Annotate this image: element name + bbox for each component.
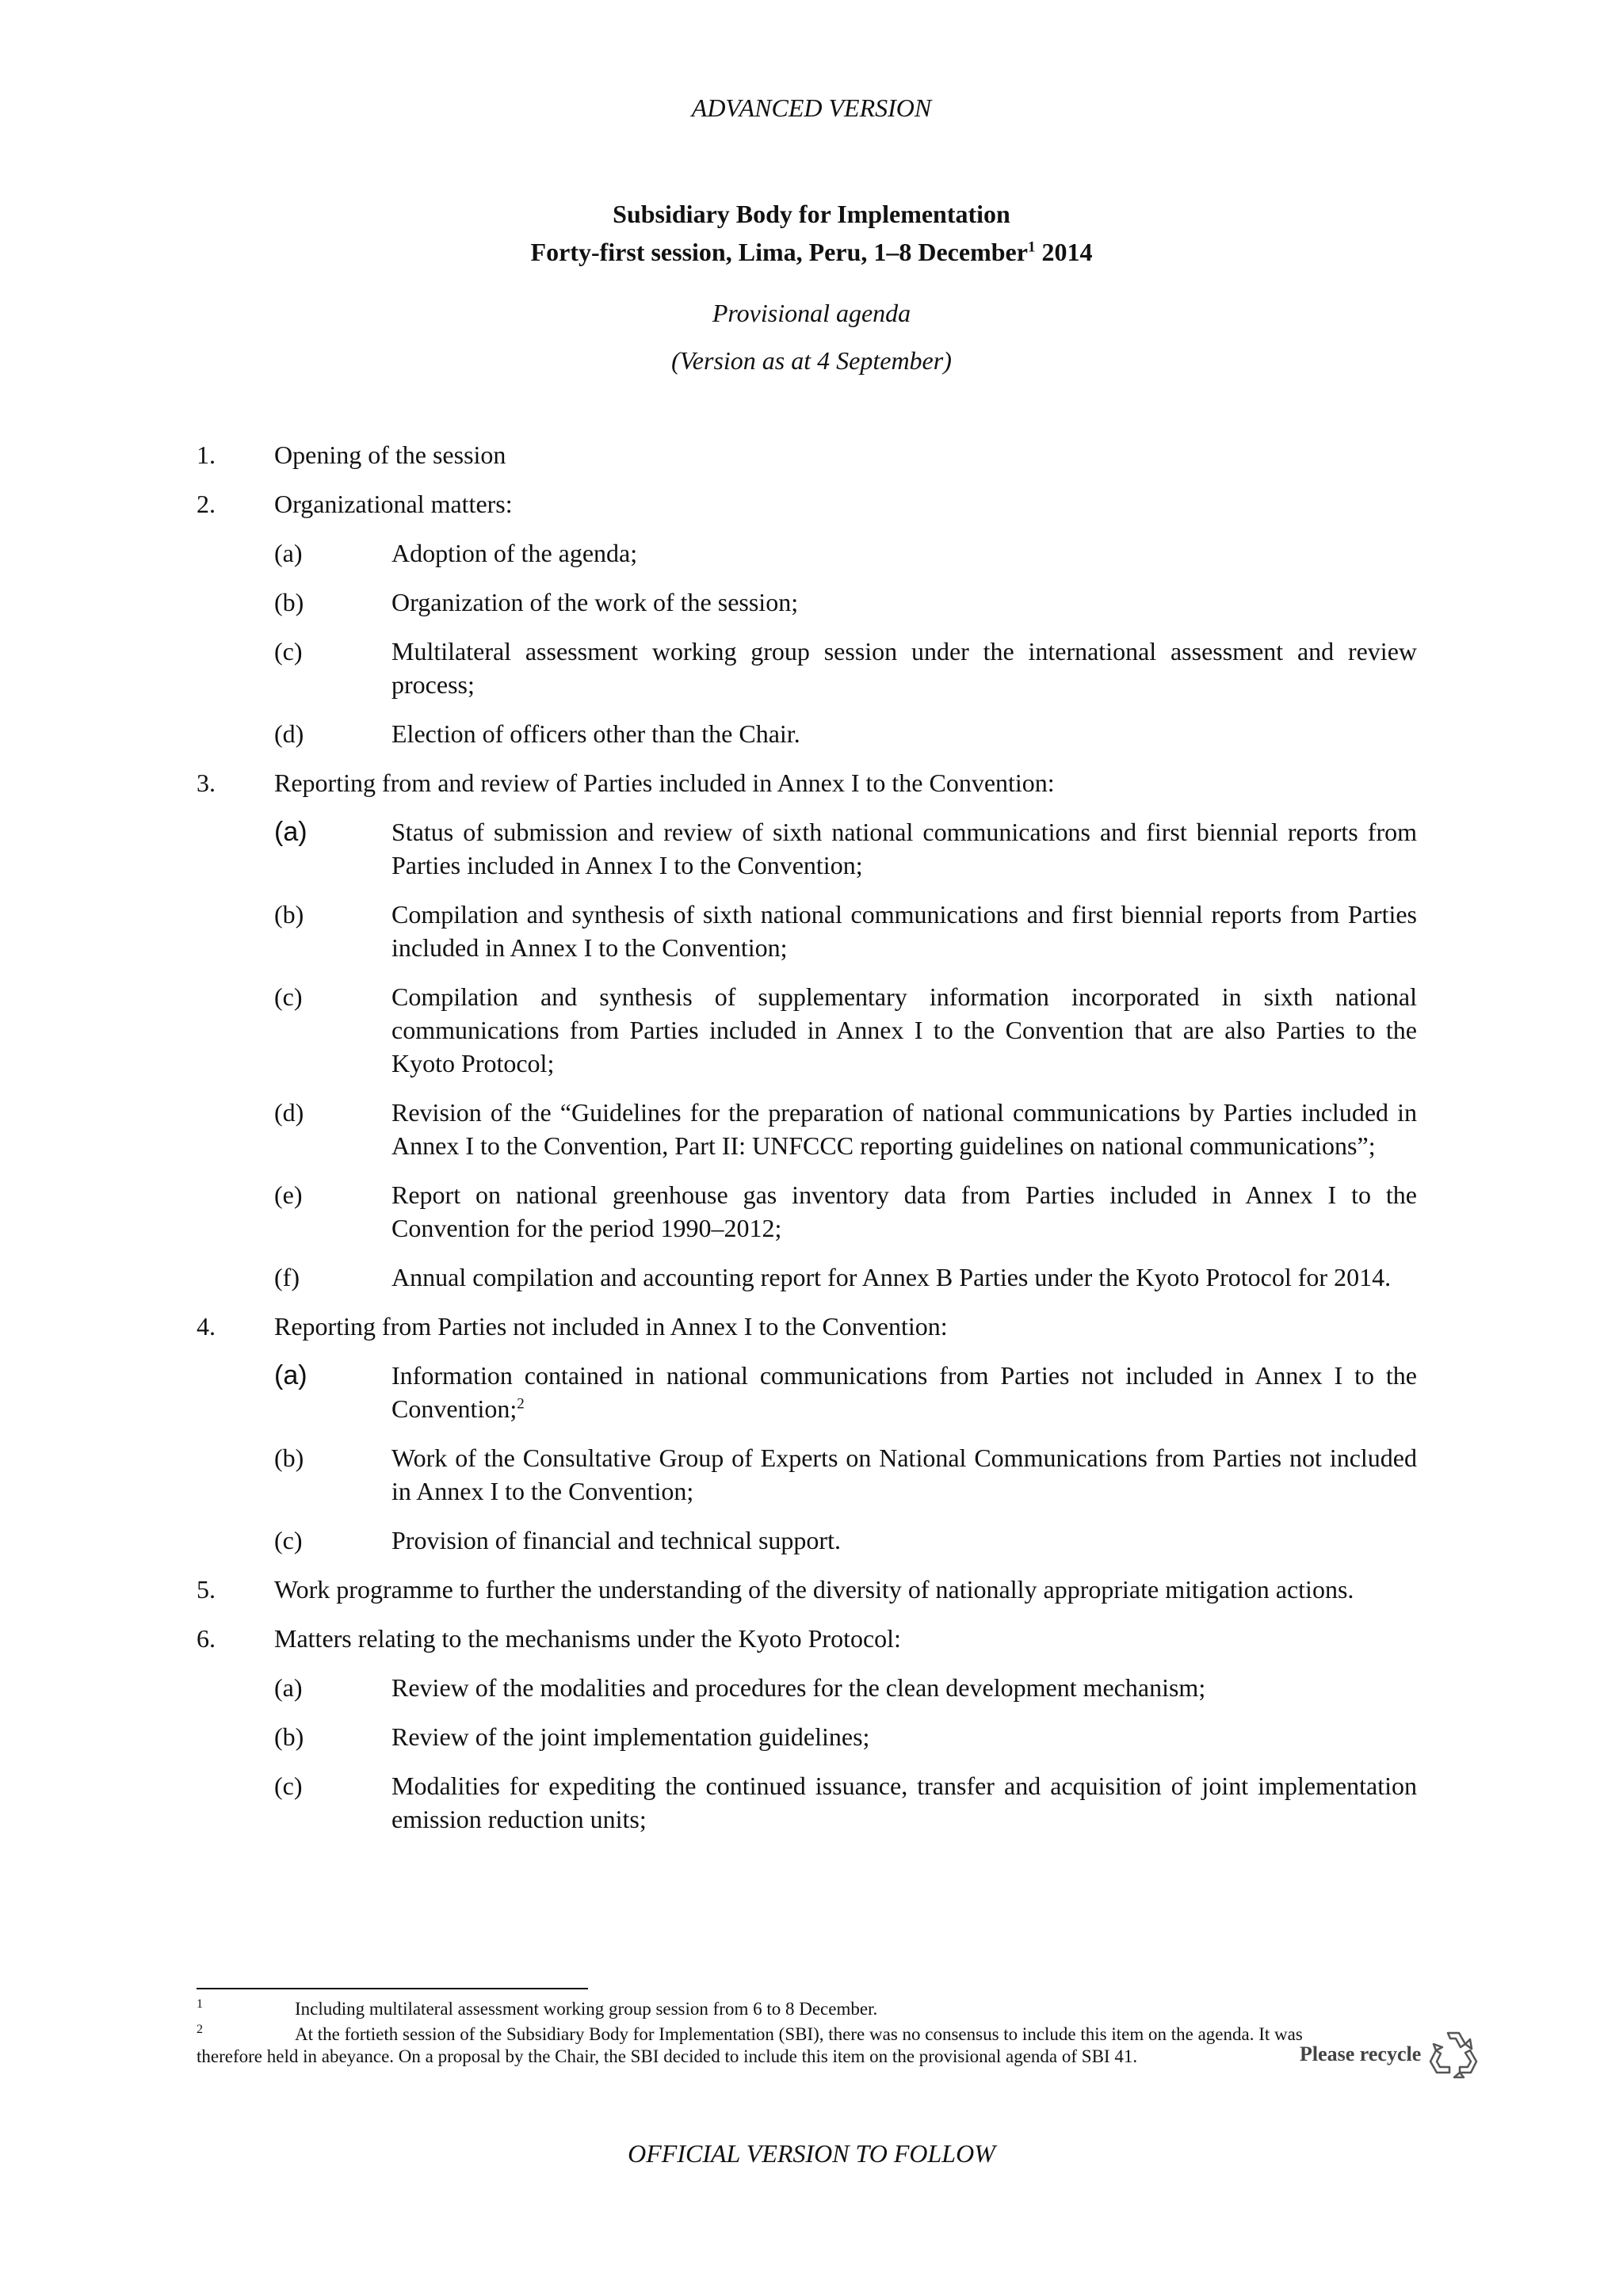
subitem-text: Information contained in national communications from Parties not included in Annex I to the Convention; bbox=[391, 1361, 1417, 1423]
subitem-text: Revision of the “Guidelines for the preparation of national communications by Parties included in Annex I to the Convention, Part II: UNFCCC reporting guidelines on national communications”; bbox=[391, 1098, 1417, 1160]
title-session-line bbox=[0, 233, 1623, 271]
official-version-footer: OFFICIAL VERSION TO FOLLOW bbox=[628, 2139, 995, 2168]
agenda-subitem bbox=[197, 635, 1417, 701]
subitem-letter: (c) bbox=[274, 637, 303, 666]
footnote-text: At the fortieth session of the Subsidiary Body for Implementation (SBI), there was no consensus to include this item on the agenda. It was therefore held in abeyance. On a proposal by the Chair, the SBI decided to include this item on the provisional agenda of SBI 41. bbox=[197, 2024, 1303, 2066]
item-number: 6. bbox=[197, 1624, 216, 1653]
subitem-text: Annual compilation and accounting report for Annex B Parties under the Kyoto Protocol for 2014. bbox=[391, 1263, 1392, 1291]
item-number: 2. bbox=[197, 490, 216, 518]
version-header: ADVANCED VERSION bbox=[691, 93, 932, 122]
title-session-year: 2014 bbox=[1035, 238, 1093, 266]
subitem-letter: (a) bbox=[274, 1673, 303, 1702]
agenda-subitem bbox=[197, 1261, 1417, 1294]
subitem-text: Adoption of the agenda; bbox=[391, 539, 638, 567]
footnote-text: Including multilateral assessment working group session from 6 to 8 December. bbox=[295, 1999, 878, 2019]
subitem-letter: (c) bbox=[274, 1772, 303, 1800]
recycle-label: Please recycle bbox=[1300, 2042, 1422, 2065]
subitem-letter: (a) bbox=[274, 539, 303, 567]
subitem-letter: (b) bbox=[274, 1444, 304, 1472]
agenda-subitem bbox=[197, 980, 1417, 1080]
footnote-divider bbox=[197, 1988, 588, 1989]
subitem-text: Compilation and synthesis of supplementary information incorporated in sixth national communications from Parties included in Annex I to the Convention that are also Parties to the Kyoto Protocol; bbox=[391, 982, 1417, 1077]
agenda-subitem bbox=[197, 1769, 1417, 1836]
footnote-mark: 2 bbox=[197, 2023, 203, 2036]
agenda-subitem bbox=[197, 1178, 1417, 1245]
agenda-item bbox=[197, 1622, 1417, 1655]
agenda-item bbox=[197, 438, 1417, 471]
item-number: 1. bbox=[197, 441, 216, 469]
item-number: 5. bbox=[197, 1575, 216, 1604]
subitem-text: Election of officers other than the Chair. bbox=[391, 719, 800, 748]
item-number: 4. bbox=[197, 1312, 216, 1341]
item-text: Organizational matters: bbox=[274, 490, 513, 518]
agenda-subitem bbox=[197, 1441, 1417, 1508]
agenda-subitem bbox=[197, 1096, 1417, 1162]
agenda-subitem bbox=[197, 585, 1417, 619]
subitem-letter: (b) bbox=[274, 1722, 304, 1751]
agenda-item bbox=[197, 487, 1417, 521]
subitem-letter: (a) bbox=[274, 1360, 307, 1390]
agenda-subitem bbox=[197, 1524, 1417, 1557]
footnote-mark: 1 bbox=[197, 1997, 203, 2011]
recycle-badge bbox=[1300, 2028, 1481, 2081]
subitem-text: Modalities for expediting the continued issuance, transfer and acquisition of joint implementation emission reduction units; bbox=[391, 1772, 1417, 1833]
footnote-ref-2[interactable]: 2 bbox=[517, 1395, 525, 1413]
footnotes bbox=[197, 1998, 1385, 2068]
agenda-subitem bbox=[197, 1720, 1417, 1753]
subitem-text: Organization of the work of the session; bbox=[391, 588, 799, 616]
footnote-2 bbox=[197, 2023, 1361, 2068]
subitem-letter: (c) bbox=[274, 1526, 303, 1554]
item-text: Reporting from Parties not included in Annex I to the Convention: bbox=[274, 1312, 948, 1341]
agenda-subtitle: Provisional agenda bbox=[712, 299, 911, 327]
agenda-item bbox=[197, 766, 1417, 799]
item-text: Matters relating to the mechanisms under the Kyoto Protocol: bbox=[274, 1624, 901, 1653]
subitem-text: Provision of financial and technical support. bbox=[391, 1526, 841, 1554]
agenda-subitem bbox=[197, 536, 1417, 570]
agenda-subitem bbox=[197, 1359, 1417, 1425]
subitem-text: Review of the modalities and procedures for the clean development mechanism; bbox=[391, 1673, 1206, 1702]
subitem-text: Status of submission and review of sixth national communications and first biennial reports from Parties included in Annex I to the Convention; bbox=[391, 818, 1417, 879]
agenda-subitem bbox=[197, 898, 1417, 964]
subitem-text: Report on national greenhouse gas inventory data from Parties included in Annex I to the Convention for the period 1990–2012; bbox=[391, 1180, 1417, 1242]
agenda-subitem bbox=[197, 1671, 1417, 1704]
footnote-ref-1[interactable]: 1 bbox=[1027, 238, 1036, 256]
subitem-text: Review of the joint implementation guidelines; bbox=[391, 1722, 870, 1751]
subitem-text: Work of the Consultative Group of Experts on National Communications from Parties not included in Annex I to the Convention; bbox=[391, 1444, 1417, 1505]
agenda-item bbox=[197, 1573, 1417, 1606]
subitem-text: Compilation and synthesis of sixth national communications and first biennial reports from Parties included in Annex I to the Convention; bbox=[391, 900, 1417, 962]
subitem-letter: (a) bbox=[274, 817, 307, 847]
item-number: 3. bbox=[197, 769, 216, 797]
subitem-text: Multilateral assessment working group session under the international assessment and review process; bbox=[391, 637, 1417, 699]
document-title bbox=[0, 195, 1623, 271]
recycle-icon bbox=[1426, 2028, 1481, 2081]
item-text: Work programme to further the understanding of the diversity of nationally appropriate mitigation actions. bbox=[274, 1575, 1354, 1604]
subitem-letter: (d) bbox=[274, 1098, 304, 1127]
item-text: Reporting from and review of Parties included in Annex I to the Convention: bbox=[274, 769, 1055, 797]
item-text: Opening of the session bbox=[274, 441, 506, 469]
subitem-letter: (b) bbox=[274, 588, 304, 616]
agenda-version-note: (Version as at 4 September) bbox=[671, 346, 952, 375]
agenda-subitem bbox=[197, 717, 1417, 750]
subitem-letter: (f) bbox=[274, 1263, 300, 1291]
subitem-letter: (d) bbox=[274, 719, 304, 748]
footnote-1 bbox=[197, 1998, 1385, 2020]
agenda-subitem bbox=[197, 815, 1417, 882]
subitem-letter: (b) bbox=[274, 900, 304, 929]
title-body-name: Subsidiary Body for Implementation bbox=[613, 200, 1010, 228]
title-session-text: Forty-first session, Lima, Peru, 1–8 December bbox=[530, 238, 1028, 266]
agenda-list bbox=[197, 438, 1417, 1852]
subitem-text-with-note bbox=[391, 1359, 1417, 1425]
agenda-item bbox=[197, 1310, 1417, 1343]
subitem-letter: (c) bbox=[274, 982, 303, 1011]
subitem-letter: (e) bbox=[274, 1180, 303, 1209]
